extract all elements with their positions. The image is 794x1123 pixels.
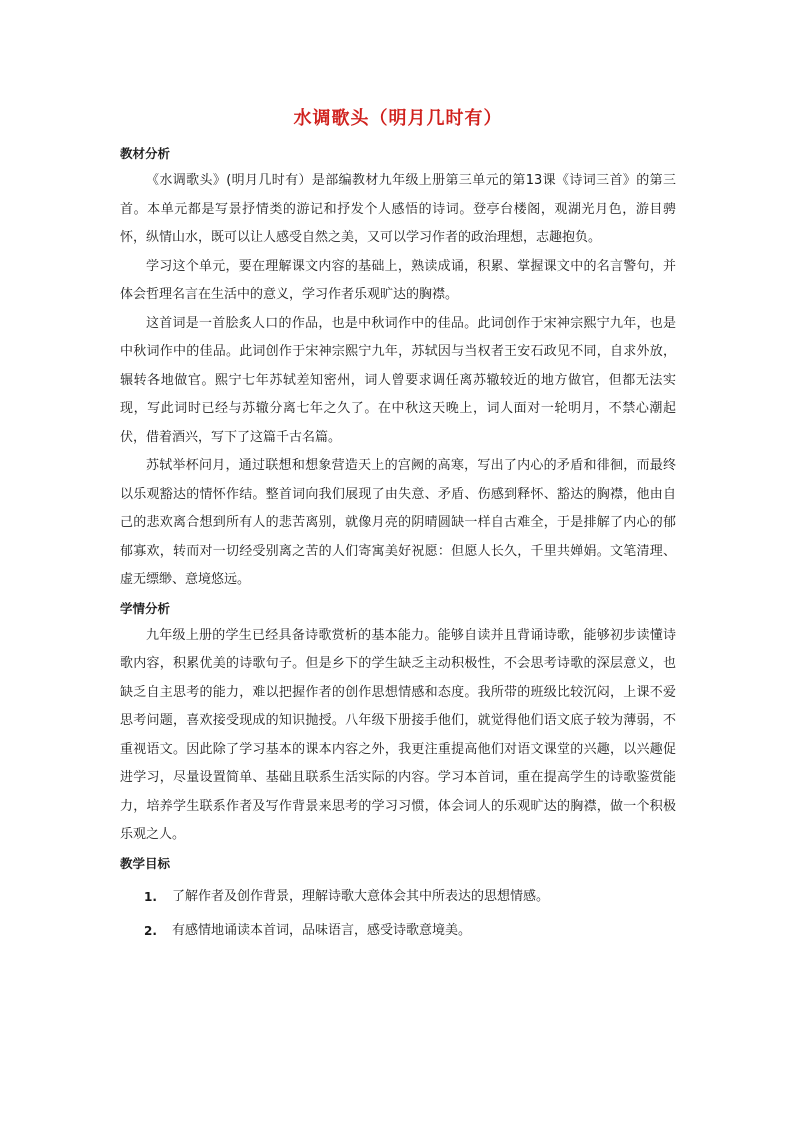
section-heading-student-analysis: 学情分析 — [120, 600, 171, 616]
list-item — [120, 880, 676, 914]
section-body-student-analysis — [120, 622, 676, 850]
list-item-number: 1. — [144, 889, 157, 904]
list-item-number: 2. — [144, 923, 157, 938]
paragraph: 这首词是一首脍炙人口的作品，也是中秋词作中的佳品。此词创作于宋神宗熙宁九年，也是中秋词作中的佳品。此词创作于宋神宗熙宁九年，苏轼因与当权者王安石政见不同，自求外放，辗转各地做官。熙宁七年苏轼差知密州，词人曾要求调任离苏辙较近的地方做官，但都无法实现，写此词时已经与苏辙分离七年之久了。在中秋这天晚上，词人面对一轮明月，不禁心潮起伏，借着酒兴，写下了这篇千古名篇。 — [120, 315, 676, 445]
paragraph: 九年级上册的学生已经具备诗歌赏析的基本能力。能够自读并且背诵诗歌，能够初步读懂诗歌内容，积累优美的诗歌句子。但是乡下的学生缺乏主动积极性，不会思考诗歌的深层意义，也缺乏自主思考的能力，难以把握作者的创作思想情感和态度。我所带的班级比较沉闷，上课不爱思考问题，喜欢接受现成的知识抛授。八年级下册接手他们，就觉得他们语文底子较为薄弱，不重视语文。因此除了学习基本的课本内容之外，我更注重提高他们对语文课堂的兴趣，以兴趣促进学习，尽量设置简单、基础且联系生活实际的内容。学习本首词，重在提高学生的诗歌鉴赏能力，培养学生联系作者及写作背景来思考的学习习惯，体会词人的乐观旷达的胸襟，做一个积极乐观之人。 — [120, 627, 676, 842]
section-heading-teaching-goals: 教学目标 — [120, 855, 171, 871]
list-item-text: 有感情地诵读本首词，品味语言，感受诗歌意境美。 — [172, 922, 472, 938]
teaching-goals-list — [120, 880, 676, 948]
section-body-textbook-analysis — [120, 167, 676, 595]
document-page — [120, 0, 676, 948]
list-item — [120, 914, 676, 948]
list-item-text: 了解作者及创作背景，理解诗歌大意体会其中所表达的思想情感。 — [172, 888, 550, 904]
section-heading-textbook-analysis: 教材分析 — [120, 146, 171, 161]
paragraph: 学习这个单元，要在理解课文内容的基础上，熟读成诵，积累、掌握课文中的名言警句，并体会哲理名言在生活中的意义，学习作者乐观旷达的胸襟。 — [120, 258, 676, 302]
paragraph: 《水调歌头》(明月几时有）是部编教材九年级上册第三单元的第13课《诗词三首》的第三首。本单元都是写景抒情类的游记和抒发个人感悟的诗词。登亭台楼阁，观湖光月色，游目骋怀，纵情山水，既可以让人感受自然之美，又可以学习作者的政治理想，志趣抱负。 — [120, 173, 676, 245]
paragraph: 苏轼举杯问月，通过联想和想象营造天上的宫阙的高寒，写出了内心的矛盾和徘徊，而最终以乐观豁达的情怀作结。整首词向我们展现了由失意、矛盾、伤感到释怀、豁达的胸襟，他由自己的悲欢离合想到所有人的悲苦离别，就像月亮的阴晴圆缺一样自古难全，于是排解了内心的郁郁寡欢，转而对一切经受别离之苦的人们寄寓美好祝愿：但愿人长久，千里共婵娟。文笔清理、虚无缥缈、意境悠远。 — [120, 458, 676, 587]
document-title: 水调歌头（明月几时有） — [293, 108, 503, 129]
